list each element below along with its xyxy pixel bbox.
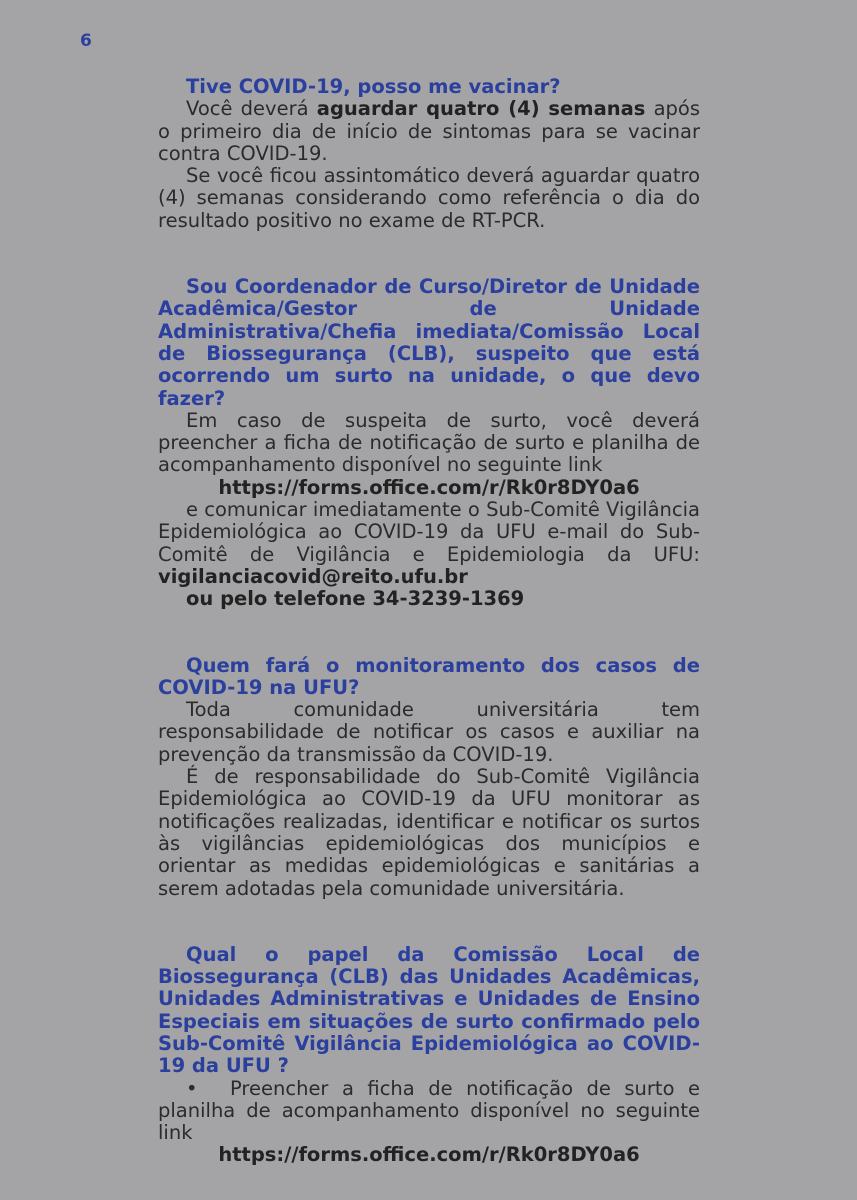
paragraph	[158, 98, 700, 165]
document-body	[158, 76, 700, 1167]
section-vaccination-after-covid	[158, 76, 700, 232]
phone-line: ou pelo telefone 34-3239-1369	[186, 587, 525, 611]
page-number: 6	[80, 31, 92, 51]
section-heading: Qual o papel da Comissão Local de Biossegurança (CLB) das Unidades Acadêmicas, Unidades Administrativas e Unidades de Ensino Especiais em situações de surto confirmado pelo Sub-Comitê Vigilância Epidemiológica ao COVID-19 da UFU ?	[158, 942, 700, 1078]
section-monitoring	[158, 655, 700, 900]
email-link[interactable]: vigilanciacovid@reito.ufu.br	[158, 564, 468, 588]
paragraph: Toda comunidade universitária tem responsabilidade de notificar os casos e auxiliar na prevenção da transmissão da COVID-19.	[158, 698, 700, 766]
bullet-item	[158, 1078, 700, 1145]
form-link[interactable]: https://forms.office.com/r/Rk0r8DY0a6	[218, 1143, 640, 1167]
text-run: Você deverá	[186, 97, 317, 121]
spacer	[158, 900, 700, 944]
paragraph: Se você ficou assintomático deverá aguardar quatro (4) semanas considerando como referência o dia do resultado positivo no exame de RT-PCR.	[158, 164, 700, 232]
form-link[interactable]: https://forms.office.com/r/Rk0r8DY0a6	[218, 475, 640, 499]
spacer	[158, 232, 700, 276]
text-run: após o primeiro dia de início de sintomas para se vacinar contra COVID-19.	[158, 97, 701, 165]
bold-text: aguardar quatro (4) semanas	[316, 97, 646, 121]
text-run: e comunicar imediatamente o Sub-Comitê Vigilância Epidemiológica ao COVID-19 da UFU e-mail do Sub-Comitê de Vigilância e Epidemiologia da UFU:	[158, 498, 700, 566]
section-heading: Quem fará o monitoramento dos casos de COVID-19 na UFU?	[158, 653, 700, 699]
bullet-icon: •	[186, 1076, 198, 1100]
section-outbreak-suspicion	[158, 276, 700, 610]
section-heading: Tive COVID-19, posso me vacinar?	[186, 75, 561, 98]
paragraph	[158, 499, 700, 588]
section-clb-role	[158, 944, 700, 1167]
paragraph: É de responsabilidade do Sub-Comitê Vigilância Epidemiológica ao COVID-19 da UFU monitorar as notificações realizadas, identificar e notificar os surtos às vigilâncias epidemiológicas dos municípios e orientar as medidas epidemiológicas e sanitárias a serem adotadas pela comunidade universitária.	[158, 765, 700, 900]
text-run: Preencher a ficha de notificação de surto e planilha de acompanhamento disponível no seguinte link	[158, 1076, 700, 1145]
paragraph: Em caso de suspeita de surto, você deverá preencher a ficha de notificação de surto e planilha de acompanhamento disponível no seguinte link	[158, 408, 700, 477]
spacer	[158, 611, 700, 655]
section-heading: Sou Coordenador de Curso/Diretor de Unidade Acadêmica/Gestor de Unidade Administrativa/Chefia imediata/Comissão Local de Biossegurança (CLB), suspeito que está ocorrendo um surto na unidade, o que devo fazer?	[158, 275, 700, 410]
